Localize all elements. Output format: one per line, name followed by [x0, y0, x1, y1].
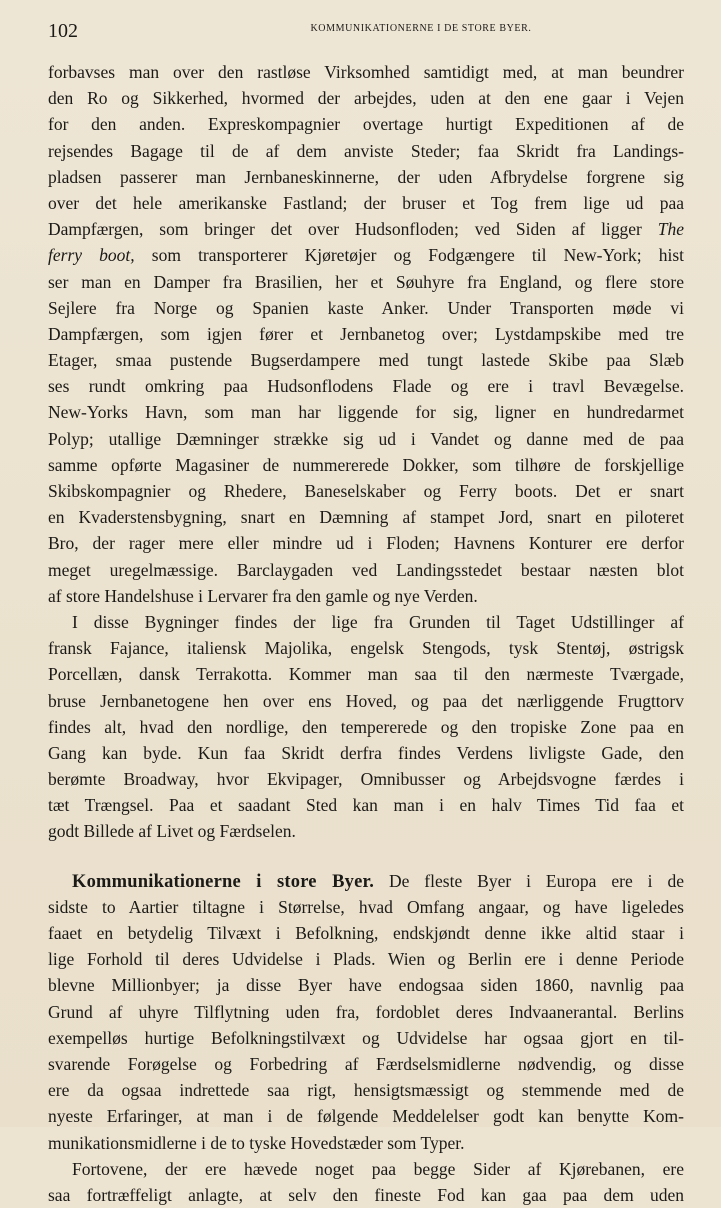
line-text: ere da ogsaa indrettede saa rigt, hensigtsmæssigt og stemmende med de: [48, 1080, 684, 1101]
text-line: [48, 766, 684, 792]
text-line: [48, 792, 684, 818]
line-text: lige Forhold til deres Udvidelse i Plads. Wien og Berlin ere i denne Periode: [48, 949, 684, 970]
text-line: [48, 1156, 684, 1182]
line-text: af store Handelshuse i Lervarer fra den gamle og nye Verden.: [48, 585, 478, 606]
line-text: meget uregelmæssige. Barclaygaden ved Landingsstedet bestaar næsten blot: [48, 559, 684, 580]
text-line: [48, 1051, 684, 1077]
line-text: Dampfærgen, som bringer det over Hudsonfloden; ved Siden af ligger: [48, 219, 658, 240]
line-text: en Kvaderstensbygning, snart en Dæmning af stampet Jord, snart en piloteret: [48, 507, 684, 528]
text-line: [48, 609, 684, 635]
line-text: pladsen passerer man Jernbaneskinnerne, der uden Afbrydelse forgrene sig: [48, 166, 684, 187]
line-text: bruse Jernbanetogene hen over ens Hoved, og paa det nærliggende Frugttorv: [48, 690, 684, 711]
line-text: findes alt, hvad den nordlige, den tempererede og den tropiske Zone paa en: [48, 716, 684, 737]
text-line: [48, 1077, 684, 1103]
line-text: for den anden. Expreskompagnier overtage hurtigt Expeditionen af de: [48, 114, 684, 135]
text-line: [48, 583, 684, 609]
line-text: svarende Forøgelse og Forbedring af Færdselsmidlerne nødvendig, og disse: [48, 1053, 684, 1074]
line-text: saa fortræffeligt anlagte, at selv den fineste Fod kan gaa paa dem uden: [48, 1184, 684, 1205]
page-number: 102: [48, 20, 78, 42]
text-line: [48, 972, 684, 998]
text-line: [48, 478, 684, 504]
line-text: berømte Broadway, hvor Ekvipager, Omnibusser og Arbejdsvogne færdes i: [48, 769, 684, 790]
line-text: over det hele amerikanske Fastland; der bruser et Tog frem lige ud paa: [48, 192, 684, 213]
text-line: [48, 190, 684, 216]
text-line: [48, 557, 684, 583]
line-text: forbavses man over den rastløse Virksomhed samtidigt med, at man beundrer: [48, 62, 684, 82]
text-line: [48, 661, 684, 687]
line-text: Gang kan byde. Kun faa Skridt derfra findes Verdens livligste Gade, den: [48, 742, 684, 763]
text-line: [48, 1025, 684, 1051]
line-text: sidste to Aartier tiltagne i Størrelse, hvad Omfang angaar, og have ligeledes: [48, 896, 684, 917]
text-line: [48, 269, 684, 295]
line-text: tæt Trængsel. Paa et saadant Sted kan man i en halv Times Tid faa et: [48, 795, 684, 816]
body-text: [48, 59, 684, 1208]
line-text: New-Yorks Havn, som man har liggende for sig, ligner en hundredarmet: [48, 402, 684, 423]
text-line: [48, 1103, 684, 1129]
text-line: [48, 399, 684, 425]
section-heading: Kommunikationerne i store Byer.: [72, 871, 375, 892]
line-text: blevne Millionbyer; ja disse Byer have endogsaa siden 1860, navnlig paa: [48, 975, 684, 996]
line-text: Dampfærgen, som igjen fører et Jernbanetog over; Lystdampskibe med tre: [48, 323, 684, 344]
text-line: [48, 59, 684, 85]
text-line: [48, 920, 684, 946]
text-line: [48, 999, 684, 1025]
running-head: KOMMUNIKATIONERNE I DE STORE BYER.: [310, 23, 532, 34]
line-text: ses rundt omkring paa Hudsonflodens Flade og ere i travl Bevægelse.: [48, 376, 684, 397]
text-line: [48, 164, 684, 190]
line-text: som transporterer Kjøretøjer og Fodgængere til New-York; hist: [134, 245, 684, 266]
line-text: De fleste Byer i Europa ere i de: [374, 870, 684, 891]
text-line: [48, 504, 684, 530]
text-line: [48, 452, 684, 478]
line-text: Porcellæn, dansk Terrakotta. Kommer man saa til den nærmeste Tværgade,: [48, 664, 684, 685]
text-line: [48, 868, 684, 894]
text-line: [48, 530, 684, 556]
line-text: ser man en Damper fra Brasilien, her et Søuhyre fra England, og flere store: [48, 271, 684, 292]
line-text: Etager, smaa pustende Bugserdampere med tungt lastede Skibe paa Slæb: [48, 350, 684, 371]
line-text: munikationsmidlerne i de to tyske Hovedstæder som Typer.: [48, 1132, 465, 1153]
text-line: [48, 295, 684, 321]
line-text: den Ro og Sikkerhed, hvormed der arbejdes, uden at den ene gaar i Vejen: [48, 88, 684, 109]
text-line: [48, 894, 684, 920]
line-text: rejsendes Bagage til de af dem anviste Steder; faa Skridt fra Landings-: [48, 140, 684, 161]
text-line: [48, 242, 684, 268]
line-text: Sejlere fra Norge og Spanien kaste Anker. Under Transporten møde vi: [48, 297, 684, 318]
line-text: I disse Bygninger findes der lige fra Grunden til Taget Udstillinger af: [72, 611, 684, 632]
line-text: exempelløs hurtige Befolkningstilvæxt og Udvidelse har ogsaa gjort en til-: [48, 1027, 684, 1048]
text-line: [48, 635, 684, 661]
text-line: [48, 426, 684, 452]
line-text: fransk Fajance, italiensk Majolika, engelsk Stengods, tysk Stentøj, østrigsk: [48, 638, 684, 659]
text-line: [48, 1182, 684, 1208]
text-line: [48, 321, 684, 347]
text-line: [48, 740, 684, 766]
line-text: Fortovene, der ere hævede noget paa begge Sider af Kjørebanen, ere: [72, 1158, 684, 1179]
text-line: [48, 818, 684, 844]
italic-text: ferry boot,: [48, 245, 135, 266]
text-line: [48, 688, 684, 714]
text-line: [48, 111, 684, 137]
page-header: [48, 18, 684, 44]
text-line: [48, 347, 684, 373]
line-text: Grund af uhyre Tilflytning uden fra, fordoblet deres Indvaanerantal. Berlins: [48, 1001, 684, 1022]
text-line: [48, 373, 684, 399]
line-text: Bro, der rager mere eller mindre ud i Floden; Havnens Konturer ere derfor: [48, 533, 684, 554]
text-line: [48, 946, 684, 972]
line-text: godt Billede af Livet og Færdselen.: [48, 821, 296, 842]
text-line: [48, 85, 684, 111]
text-line: [48, 1130, 684, 1156]
italic-text: The: [657, 219, 684, 240]
line-text: nyeste Erfaringer, at man i de følgende Meddelelser godt kan benytte Kom-: [48, 1106, 684, 1127]
text-line: [48, 714, 684, 740]
line-text: Polyp; utallige Dæmninger strække sig ud i Vandet og danne med de paa: [48, 428, 684, 449]
text-line: [48, 216, 684, 242]
text-line: [48, 138, 684, 164]
line-text: faaet en betydelig Tilvæxt i Befolkning, endskjøndt denne ikke altid staar i: [48, 923, 684, 943]
line-text: Skibskompagnier og Rhedere, Baneselskaber og Ferry boots. Det er snart: [48, 481, 684, 501]
line-text: samme opførte Magasiner de nummererede Dokker, som tilhøre de forskjellige: [48, 454, 684, 475]
